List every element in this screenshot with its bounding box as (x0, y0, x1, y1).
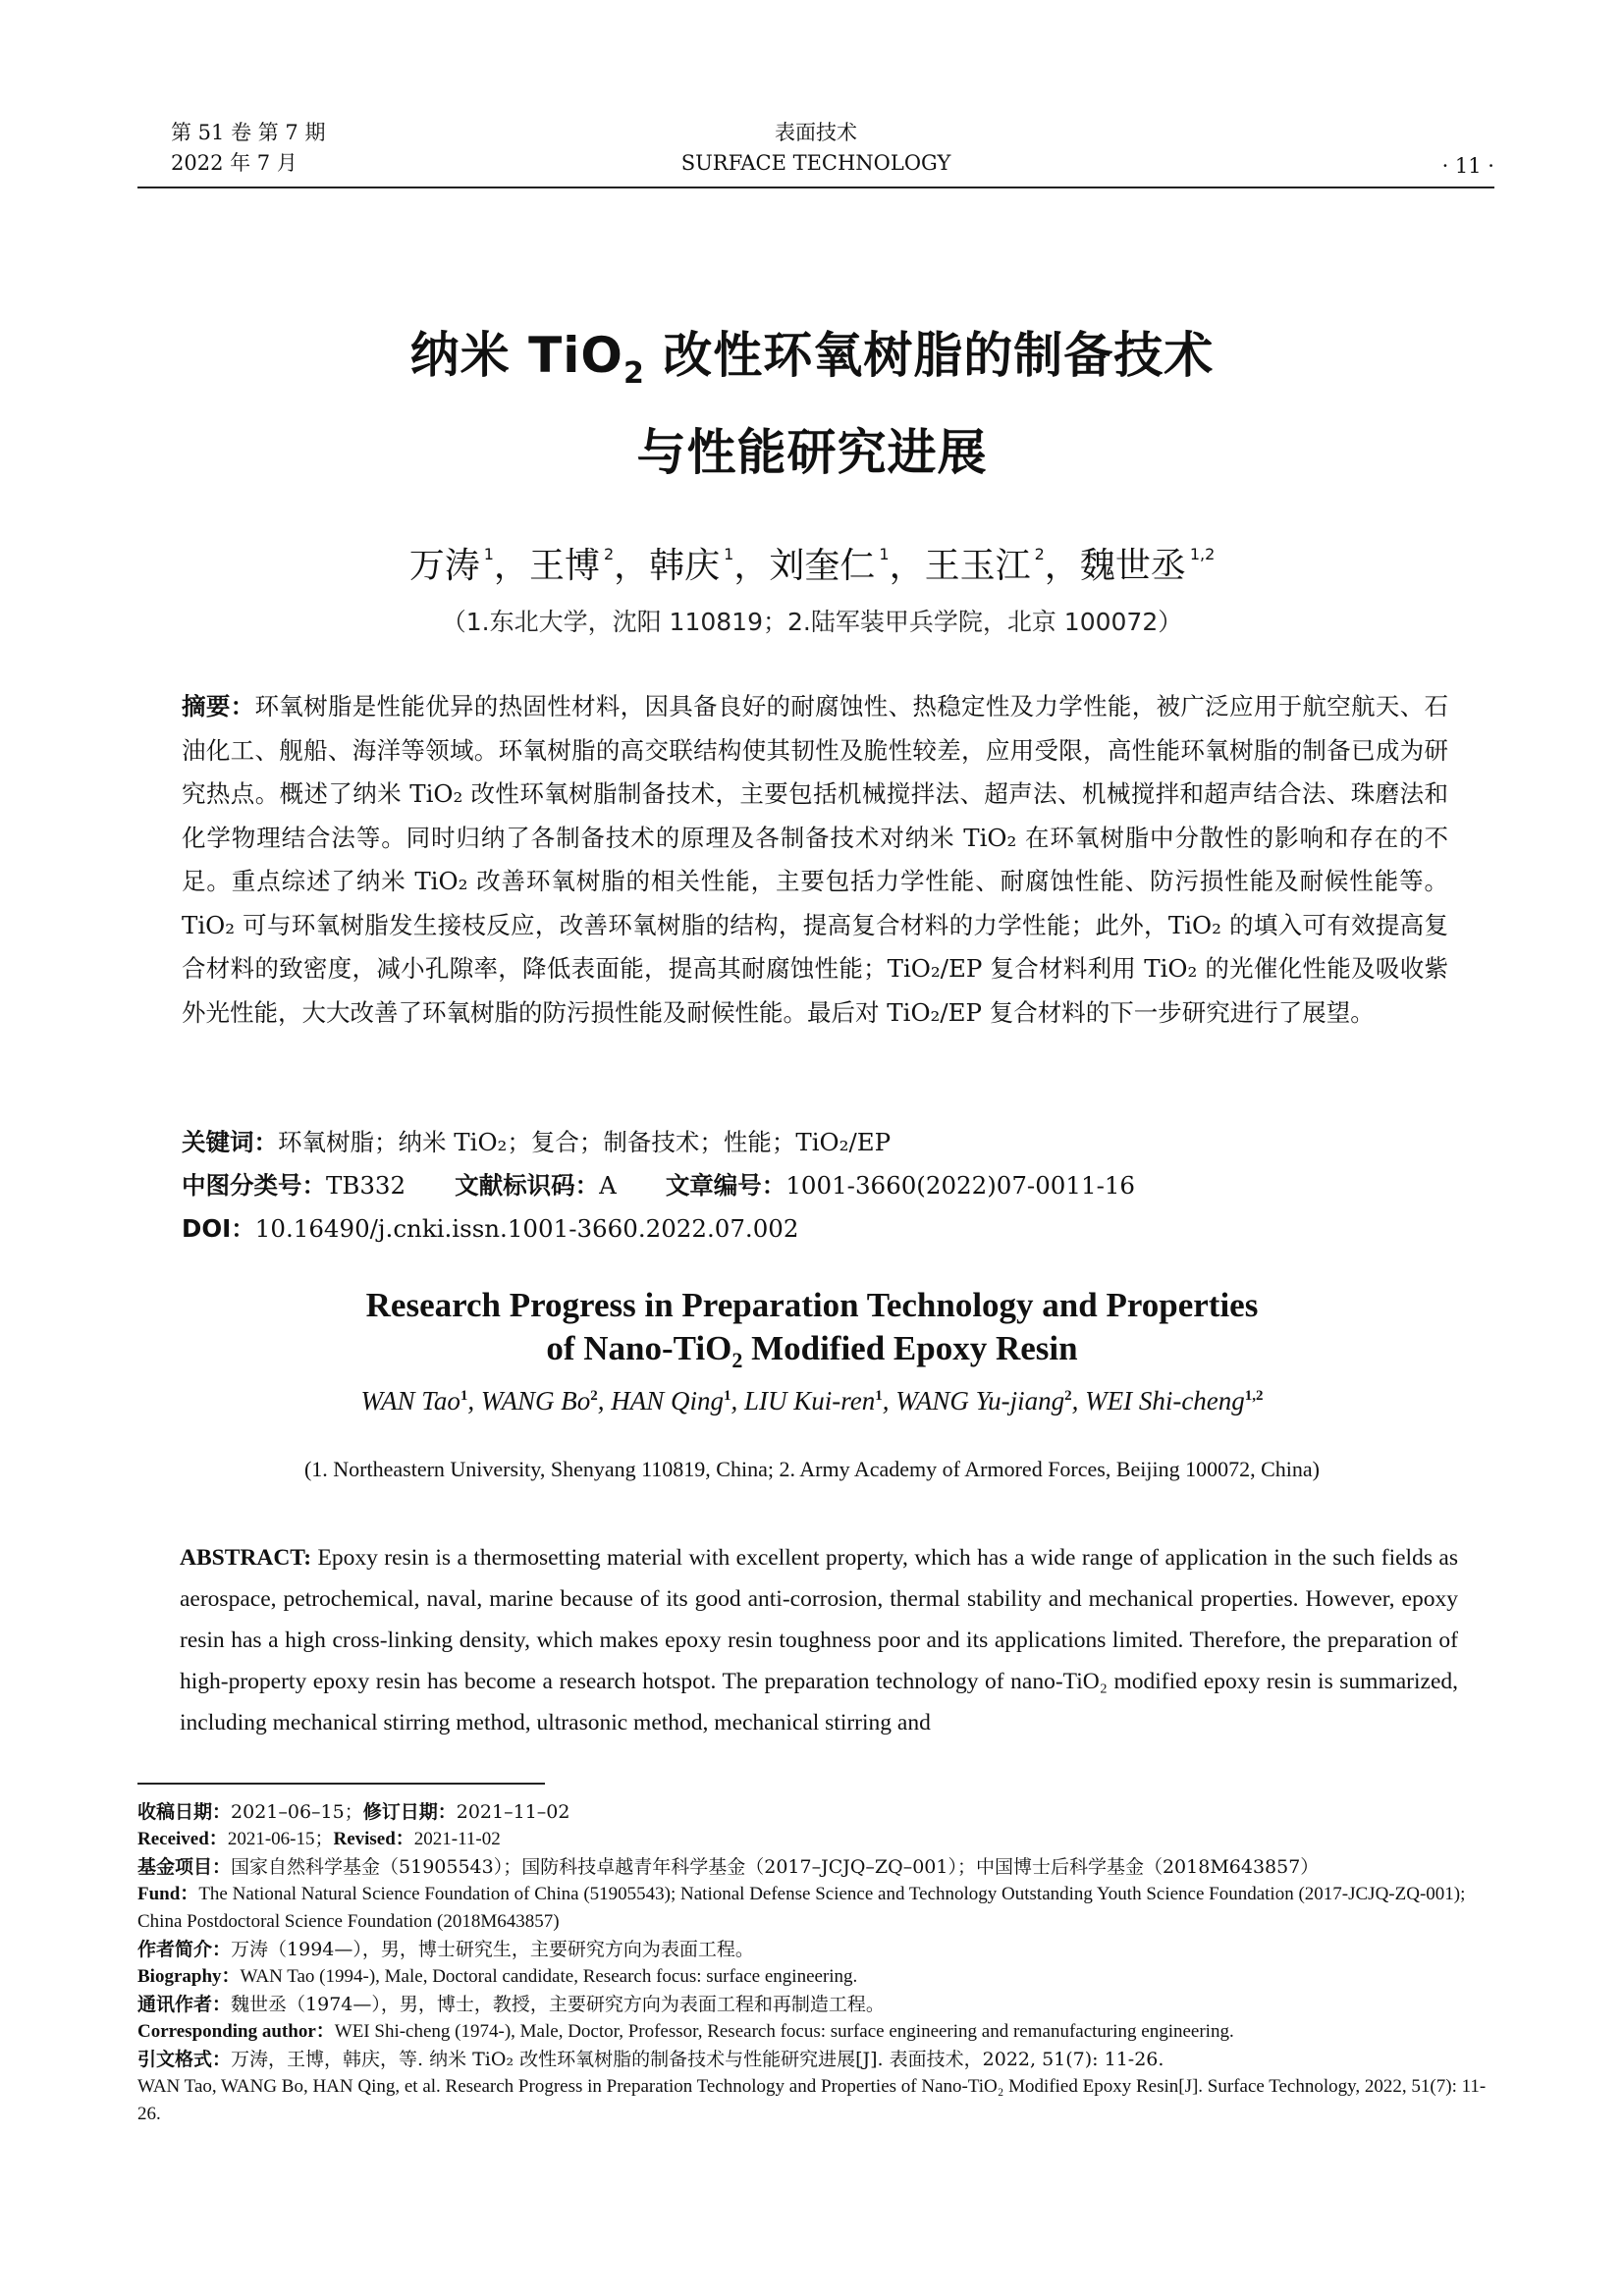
footnote-bio-zh (137, 1936, 1497, 1963)
author-zh-name: 王博 (528, 546, 600, 586)
footnotes (137, 1798, 1497, 2128)
abstract-zh-label: 摘要： (182, 692, 255, 721)
fund-en-label: Fund： (137, 1884, 199, 1904)
authors-en: WAN Tao$^1$, WANG Bo$^2$, HAN Qing$^1$, LIU Kui-ren$^1$, WANG Yu-jiang$^2$, WEI Shi-cheng$^{1,2}$ (360, 1386, 1264, 1415)
title-zh-line1-post: 改性环氧树脂的制备技术 (644, 327, 1215, 384)
corr-en-label: Corresponding author： (137, 2021, 335, 2042)
revised-en: 2021-11-02 (413, 1829, 501, 1849)
footnote-fund-zh (137, 1853, 1497, 1881)
author-zh-name: 王玉江 (924, 546, 1031, 586)
author-en-name: WANG Bo (480, 1386, 591, 1415)
footnote-corr-en (137, 2018, 1497, 2046)
corr-en: WEI Shi-cheng (1974-), Male, Doctor, Professor, Research focus: surface engineering and remanufacturing engineering. (334, 2021, 1234, 2042)
page-title-zh (0, 316, 1624, 492)
clc-label: 中图分类号： (182, 1171, 326, 1200)
header-journal (137, 118, 1494, 179)
author-en-name: WAN Tao (360, 1386, 460, 1415)
bio-zh-label: 作者简介： (137, 1939, 232, 1960)
author-zh-affiliation-mark: 1,2 (1189, 545, 1216, 563)
title-en-line2-pre: of Nano-TiO (546, 1329, 732, 1367)
author-en-name: HAN Qing (611, 1386, 724, 1415)
author-en-affiliation-mark: 1 (460, 1388, 468, 1404)
header-journal-zh: 表面技术 (775, 121, 857, 144)
author-zh-affiliation-mark: 2 (1034, 545, 1045, 563)
doi-label: DOI： (182, 1214, 255, 1243)
classification-line (182, 1164, 1448, 1207)
title-zh-line2: 与性能研究进展 (636, 424, 988, 481)
received-zh-label: 收稿日期： (137, 1801, 232, 1823)
cite-zh-label: 引文格式： (137, 2049, 232, 2070)
header-volume: 第 51 卷 第 7 期 (171, 121, 326, 144)
abstract-en-label: ABSTRACT: (180, 1545, 312, 1571)
footnote-bio-en (137, 1963, 1497, 1991)
abstract-en (180, 1537, 1458, 1743)
author-zh-affiliation-mark: 1 (724, 545, 734, 563)
author-en-name: WEI Shi-cheng (1085, 1386, 1245, 1415)
author-zh-name: 韩庆 (649, 546, 721, 586)
authors-zh: 万涛 $^1$，王博 $^2$，韩庆 $^1$，刘奎仁 $^1$，王玉江 $^2$，魏世丞 $^{1,2}$ (408, 545, 1216, 586)
footnote-divider (137, 1783, 545, 1785)
doi-value[interactable]: 10.16490/j.cnki.issn.1001-3660.2022.07.002 (254, 1214, 799, 1243)
affiliation-zh: （1.东北大学，沈阳 110819；2.陆军装甲兵学院，北京 100072） (441, 608, 1183, 636)
footnote-dates-zh (137, 1798, 1497, 1826)
bio-zh: 万涛（1994—），男，博士研究生，主要研究方向为表面工程。 (231, 1939, 754, 1960)
received-en: 2021-06-15； (227, 1829, 334, 1849)
affiliation-en: (1. Northeastern University, Shenyang 110819, China; 2. Army Academy of Armored Forces, Beijing 100072, China) (303, 1457, 1321, 1481)
running-header (137, 118, 1494, 188)
footnote-corr-zh (137, 1991, 1497, 2018)
author-zh-name: 万涛 (408, 546, 480, 586)
fund-zh-label: 基金项目： (137, 1856, 232, 1878)
keywords-zh (182, 1121, 1448, 1164)
abstract-zh-text: 环氧树脂是性能优异的热固性材料，因具备良好的耐腐蚀性、热稳定性及力学性能，被广泛应用于航空航天、石油化工、舰船、海洋等领域。环氧树脂的高交联结构使其韧性及脆性较差，应用受限，高性能环氧树脂的制备已成为研究热点。概述了纳米 TiO₂ 改性环氧树脂制备技术，主要包括机械搅拌法、超声法、机械搅拌和超声结合法、珠磨法和化学物理结合法等。同时归纳了各制备技术的原理及各制备技术对纳米 TiO₂ 在环氧树脂中分散性的影响和存在的不足。重点综述了纳米 TiO₂ 改善环氧树脂的相关性能，主要包括力学性能、耐腐蚀性能、防污损性能及耐候性能等。TiO₂ 可与环氧树脂发生接枝反应，改善环氧树脂的结构，提高复合材料的力学性能；此外，TiO₂ 的填入可有效提高复合材料的致密度，减小孔隙率，降低表面能，提高其耐腐蚀性能；TiO₂/EP 复合材料利用 TiO₂ 的光催化性能及吸收紫外光性能，大大改善了环氧树脂的防污损性能及耐候性能。最后对 TiO₂/EP 复合材料的下一步研究进行了展望。 (182, 692, 1449, 1027)
doc-code-label: 文献标识码： (455, 1171, 600, 1200)
fund-en: The National Natural Science Foundation of China (51905543); National Defense Science and Technology Outstanding Youth Science Foundation (2017-JCJQ-ZQ-001); China Postdoctoral Science Foundation (2018M643857) (137, 1884, 1466, 1932)
revised-zh-label: 修订日期： (362, 1801, 457, 1823)
header-page-number: · 11 · (1441, 154, 1494, 178)
corr-zh: 魏世丞（1974—），男，博士，教授，主要研究方向为表面工程和再制造工程。 (231, 1994, 885, 2015)
corr-zh-label: 通讯作者： (137, 1994, 232, 2015)
author-en-name: WANG Yu-jiang (895, 1386, 1065, 1415)
cite-zh: 万涛，王博，韩庆，等. 纳米 TiO₂ 改性环氧树脂的制备技术与性能研究进展[J]. 表面技术，2022, 51(7): 11-26. (231, 2049, 1164, 2070)
author-zh-affiliation-mark: 1 (483, 545, 494, 563)
revised-zh: 2021–11–02 (456, 1801, 570, 1823)
article-number-label: 文章编号： (665, 1171, 786, 1200)
bio-en: WAN Tao (1994-), Male, Doctoral candidate, Research focus: surface engineering. (240, 1966, 858, 1987)
article-number-value: 1001-3660(2022)07-0011-16 (785, 1171, 1136, 1200)
footnote-dates-en (137, 1826, 1497, 1853)
title-en-line2-post: Modified Epoxy Resin (742, 1329, 1078, 1367)
doi-line (182, 1207, 1448, 1251)
keywords-zh-text: 环氧树脂；纳米 TiO₂；复合；制备技术；性能；TiO₂/EP (278, 1128, 892, 1156)
author-en-name: LIU Kui-ren (743, 1386, 876, 1415)
title-zh-line1-pre: 纳米 TiO (409, 327, 623, 384)
author-zh-name: 刘奎仁 (769, 546, 876, 586)
author-zh-affiliation-mark: 1 (879, 545, 890, 563)
author-en-affiliation-mark: 1 (723, 1388, 731, 1404)
fund-zh: 国家自然科学基金（51905543）；国防科技卓越青年科学基金（2017–JCJQ–ZQ–001）；中国博士后科学基金（2018M643857） (231, 1856, 1320, 1878)
doc-code-value: A (599, 1171, 617, 1200)
author-zh-affiliation-mark: 2 (603, 545, 615, 563)
bio-en-label: Biography： (137, 1966, 241, 1987)
footnote-cite-zh (137, 2046, 1497, 2073)
header-date: 2022 年 7 月 (171, 151, 298, 175)
keywords-zh-label: 关键词： (182, 1128, 278, 1156)
author-en-affiliation-mark: 2 (590, 1388, 598, 1404)
abstract-en-text: Epoxy resin is a thermosetting material with excellent property, which has a wide range of application in the such fields as aerospace, petrochemical, naval, marine because of its good anti-corrosion, thermal stability and mechanical properties. However, epoxy resin has a high cross-linking density, which makes epoxy resin toughness poor and its applications limited. Therefore, the preparation of high-property epoxy resin has become a research hotspot. The preparation technology of nano-TiO₂ modified epoxy resin is summarized, including mechanical stirring method, ultrasonic method, mechanical stirring and (180, 1545, 1458, 1735)
author-en-affiliation-mark: 2 (1064, 1388, 1072, 1404)
title-en-sub: 2 (731, 1348, 743, 1372)
footnote-cite-en: WAN Tao, WANG Bo, HAN Qing, et al. Research Progress in Preparation Technology and Properties of Nano-TiO₂ Modified Epoxy Resin[J]. Surface Technology, 2022, 51(7): 11-26. (137, 2076, 1487, 2124)
abstract-zh (182, 685, 1448, 1035)
author-zh-name: 魏世丞 (1079, 546, 1186, 586)
received-en-label: Received： (137, 1829, 228, 1849)
clc-value: TB332 (326, 1171, 406, 1200)
header-journal-en: SURFACE TECHNOLOGY (680, 151, 951, 175)
author-en-affiliation-mark: 1,2 (1244, 1388, 1264, 1404)
footnote-fund-en (137, 1881, 1497, 1936)
author-en-affiliation-mark: 1 (875, 1388, 883, 1404)
page-title-en (0, 1284, 1624, 1382)
received-zh: 2021–06–15； (231, 1801, 363, 1823)
revised-en-label: Revised： (333, 1829, 414, 1849)
title-zh-sub: 2 (623, 356, 645, 391)
title-en-line1: Research Progress in Preparation Technology and Properties (365, 1286, 1259, 1324)
